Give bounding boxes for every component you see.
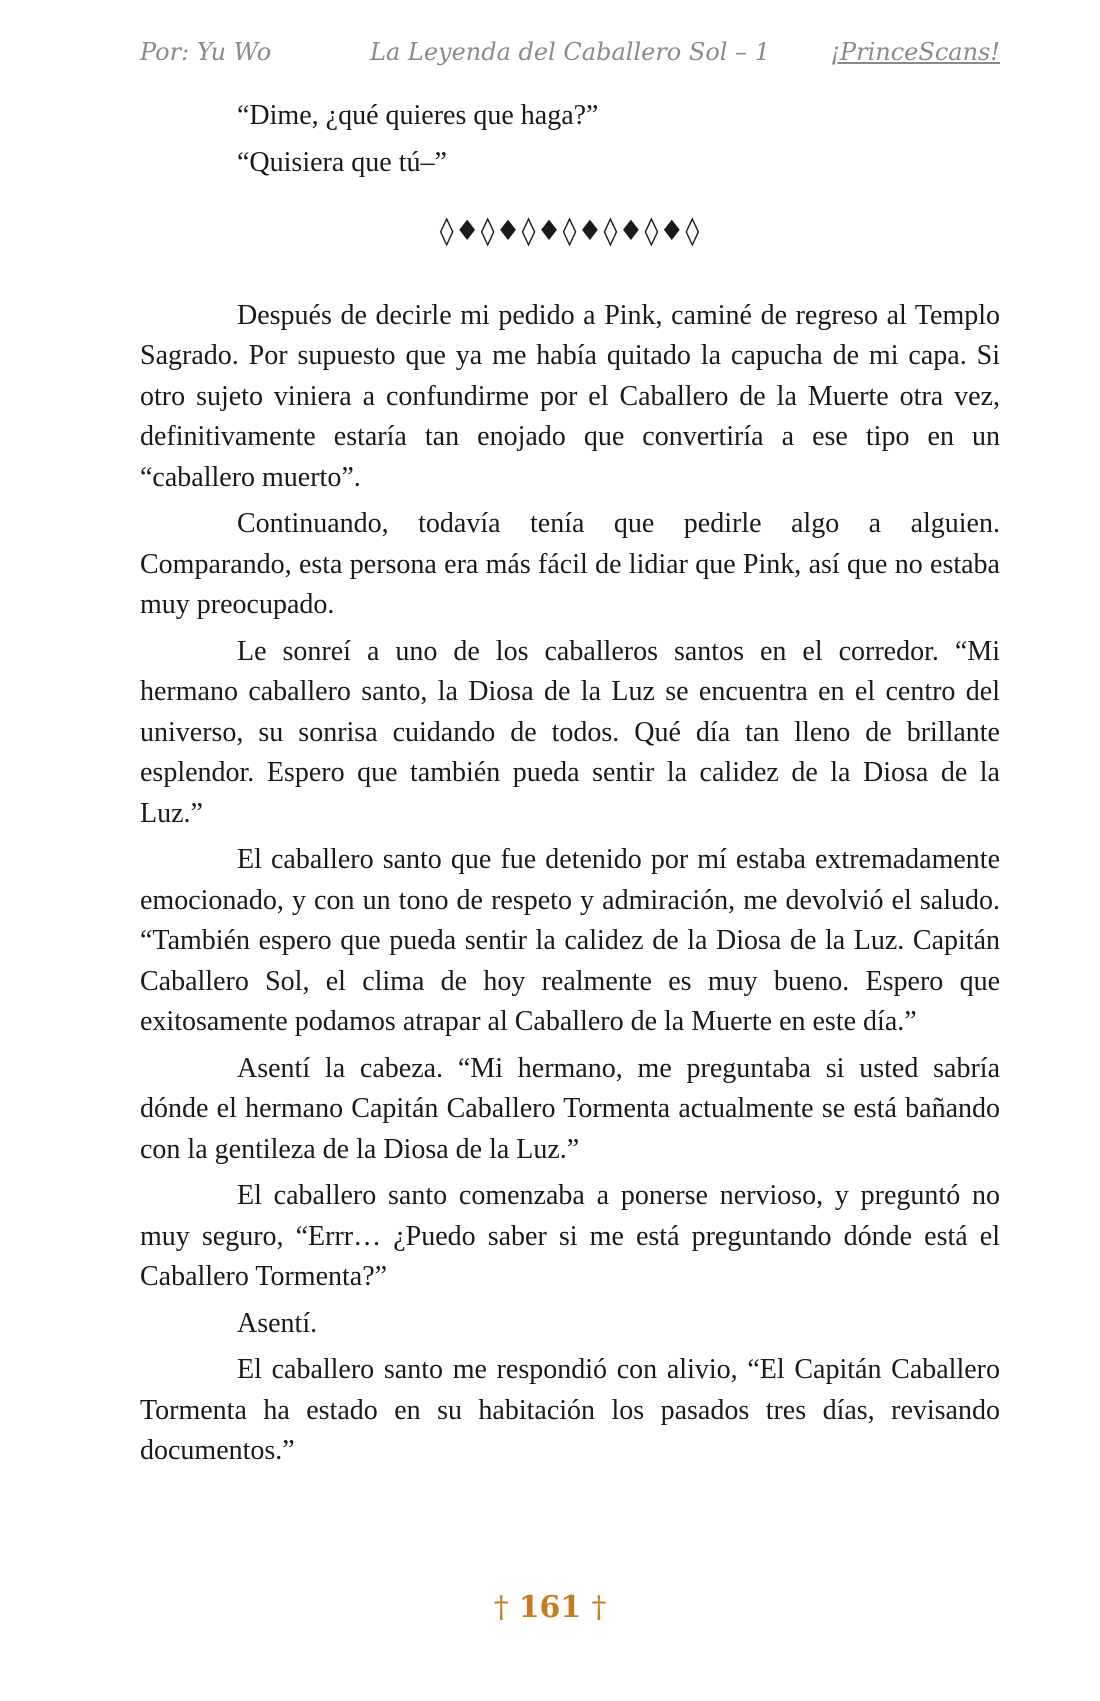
paragraph: Le sonreí a uno de los caballeros santos en el corredor. “Mi hermano caballero santo, la Diosa de la Luz se encuentra en el centro del universo, su sonrisa cuidando de todos. Qué día tan lleno de brillante esplendor. Espero que también pueda sentir la calidez de la Diosa de la Luz.” [140,635,1000,829]
page-footer [0,1590,1100,1625]
header-author: Por: Yu Wo [140,38,272,66]
header-title: La Leyenda del Caballero Sol – 1 [370,38,770,66]
header-scanlator: ¡PrinceScans! [830,38,1000,66]
page-number: 161 [518,1590,582,1625]
dagger-icon: † [493,1590,509,1625]
paragraph: Después de decirle mi pedido a Pink, caminé de regreso al Templo Sagrado. Por supuesto que ya me había quitado la capucha de mi capa. Si otro sujeto viniera a confundirme por el Caballero de la Muerte otra vez, definitivamente estaría tan enojado que convertiría a ese tipo en un “caballero muerto”. [140,299,1000,493]
dialogue-line: “Quisiera que tú–” [237,146,447,178]
paragraph: Continuando, todavía tenía que pedirle algo a alguien. Comparando, esta persona era más fácil de lidiar que Pink, así que no estaba muy preocupado. [140,508,1000,620]
page-body [140,96,1000,1478]
section-separator: ◊♦◊♦◊♦◊♦◊♦◊♦◊ [439,214,701,247]
dagger-icon: † [591,1590,607,1625]
page-header [140,38,1000,78]
paragraph: El caballero santo que fue detenido por mí estaba extremadamente emocionado, y con un tono de respeto y admiración, me devolvió el saludo. “También espero que pueda sentir la calidez de la Diosa de la Luz. Capitán Caballero Sol, el clima de hoy realmente es muy bueno. Espero que exitosamente podamos atrapar al Caballero de la Muerte en este día.” [140,844,1000,1037]
dialogue-line: “Dime, ¿qué quieres que haga?” [237,100,599,131]
paragraph: El caballero santo me respondió con alivio, “El Capitán Caballero Tormenta ha estado en su habitación los pasados tres días, revisando documentos.” [140,1354,1000,1466]
paragraph: Asentí. [237,1307,318,1339]
paragraph: Asentí la cabeza. “Mi hermano, me preguntaba si usted sabría dónde el hermano Capitán Caballero Tormenta actualmente se está bañando con la gentileza de la Diosa de la Luz.” [140,1052,1000,1165]
paragraph: El caballero santo comenzaba a ponerse nervioso, y preguntó no muy seguro, “Errr… ¿Puedo saber si me está preguntando dónde está el Caballero Tormenta?” [140,1180,1000,1292]
